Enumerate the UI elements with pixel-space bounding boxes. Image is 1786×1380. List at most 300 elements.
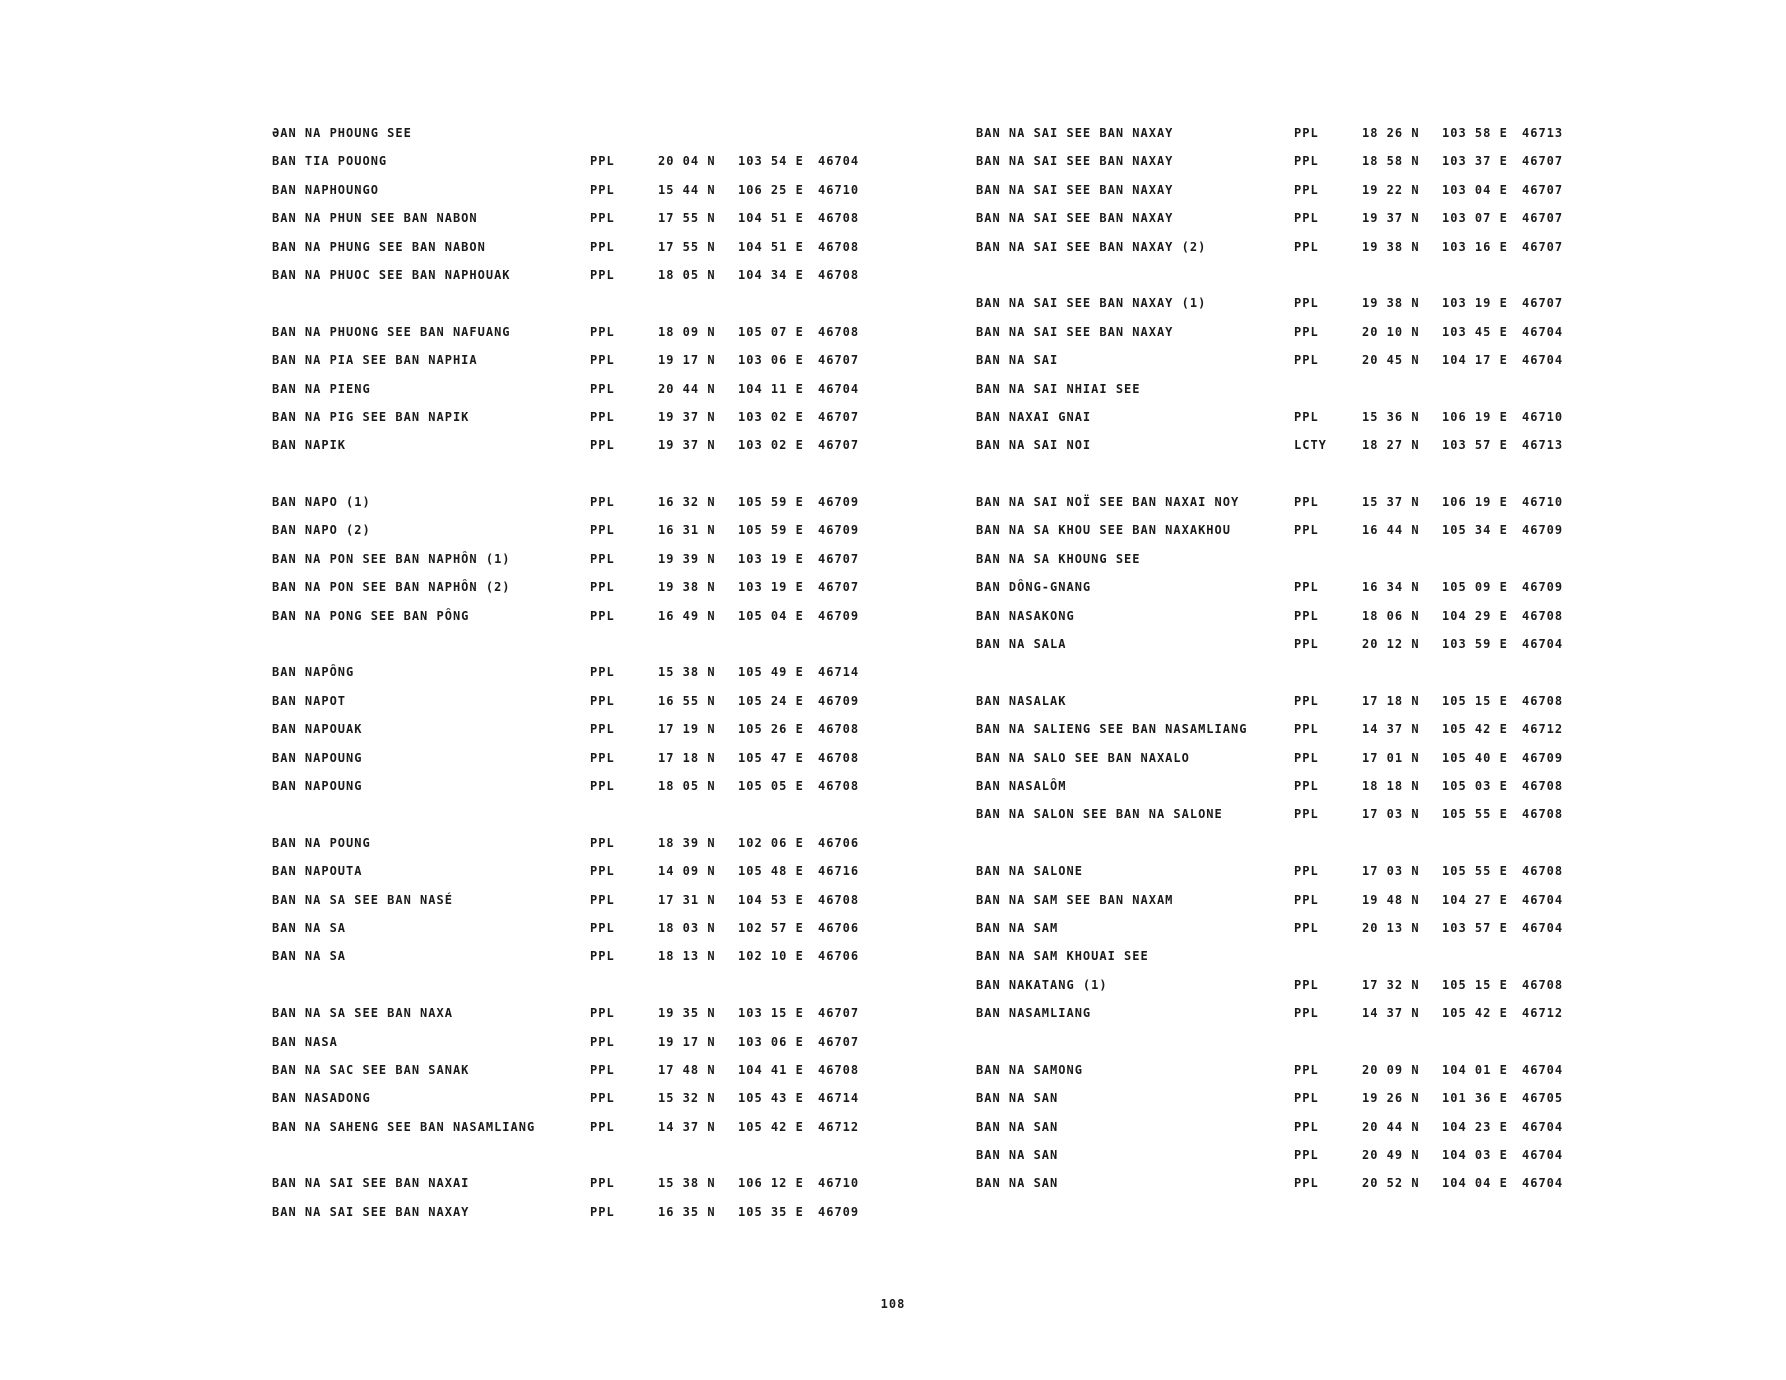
map-sheet: 46708	[1522, 977, 1564, 992]
map-sheet: 46708	[818, 892, 860, 907]
feature-class: PPL	[1294, 1091, 1319, 1106]
map-sheet: 46709	[1522, 523, 1564, 538]
longitude: 103 58 E	[1442, 126, 1508, 140]
map-sheet: 46708	[818, 778, 860, 793]
map-sheet: 46710	[818, 1176, 860, 1191]
feature-class: PPL	[1294, 1119, 1319, 1134]
gazetteer-entry	[976, 404, 1596, 432]
latitude: 17 18 N	[1362, 693, 1420, 708]
place-name: BAN NA SAHENG SEE BAN NASAMLIANG	[272, 1119, 536, 1134]
longitude: 103 19 E	[738, 580, 804, 595]
latitude: 20 12 N	[1362, 637, 1420, 652]
map-sheet: 46707	[818, 353, 860, 368]
gazetteer-entry	[272, 517, 892, 545]
feature-class: PPL	[1294, 637, 1319, 652]
gazetteer-entry	[272, 659, 892, 687]
feature-class: LCTY	[1294, 438, 1327, 453]
longitude: 102 10 E	[738, 949, 804, 964]
map-sheet: 46707	[818, 438, 860, 453]
feature-class: PPL	[590, 211, 615, 226]
longitude: 103 15 E	[738, 1006, 804, 1021]
place-name: BAN NASADONG	[272, 1091, 371, 1106]
gazetteer-entry	[976, 120, 1596, 148]
longitude: 103 06 E	[738, 353, 804, 368]
gazetteer-entry	[976, 177, 1596, 205]
map-sheet: 46710	[818, 182, 860, 197]
feature-class: PPL	[590, 523, 615, 538]
latitude: 19 48 N	[1362, 892, 1420, 907]
gazetteer-entry	[976, 659, 1596, 687]
map-sheet: 46704	[1522, 353, 1564, 368]
latitude: 20 09 N	[1362, 1062, 1420, 1077]
longitude: 105 55 E	[1442, 864, 1508, 879]
longitude: 102 06 E	[738, 835, 804, 850]
place-name: BAN NA PON SEE BAN NAPHÔN (2)	[272, 580, 511, 595]
gazetteer-entry	[272, 432, 892, 460]
place-name: BAN NA SAN	[976, 1176, 1059, 1191]
gazetteer-entry	[272, 1000, 892, 1028]
longitude: 106 12 E	[738, 1176, 804, 1191]
map-sheet: 46709	[818, 523, 860, 538]
feature-class: PPL	[590, 835, 615, 850]
gazetteer-entry	[976, 489, 1596, 517]
map-sheet: 46706	[818, 835, 860, 850]
latitude: 16 34 N	[1362, 580, 1420, 595]
feature-class: PPL	[1294, 211, 1319, 226]
feature-class: PPL	[1294, 353, 1319, 368]
gazetteer-entry	[272, 262, 892, 290]
feature-class: PPL	[1294, 807, 1319, 822]
place-name: BAN NA SA KHOU SEE BAN NAXAKHOU	[976, 523, 1231, 538]
latitude: 17 19 N	[658, 722, 716, 737]
feature-class: PPL	[590, 239, 615, 254]
longitude: 105 15 E	[1442, 977, 1508, 992]
longitude: 103 16 E	[1442, 239, 1508, 254]
map-sheet: 46708	[818, 1062, 860, 1077]
feature-class: PPL	[1294, 296, 1319, 311]
latitude: 19 38 N	[1362, 296, 1420, 311]
longitude: 104 27 E	[1442, 892, 1508, 907]
place-name: BAN NA SAI	[976, 353, 1059, 368]
latitude: 18 58 N	[1362, 154, 1420, 169]
longitude: 104 53 E	[738, 892, 804, 907]
gazetteer-entry	[272, 745, 892, 773]
place-name: BAN NAPOUTA	[272, 864, 363, 879]
place-name: BAN NA SAM KHOUAI SEE	[976, 949, 1149, 964]
longitude: 104 34 E	[738, 267, 804, 282]
latitude: 15 36 N	[1362, 409, 1420, 424]
feature-class: PPL	[1294, 722, 1319, 737]
place-name: BAN NA SAI NHIAI SEE	[976, 381, 1141, 396]
latitude: 18 05 N	[658, 778, 716, 793]
gazetteer-entry	[272, 1142, 892, 1170]
map-sheet: 46707	[818, 551, 860, 566]
map-sheet: 46707	[1522, 239, 1564, 254]
latitude: 14 37 N	[1362, 1006, 1420, 1021]
latitude: 18 18 N	[1362, 778, 1420, 793]
place-name: BAN NA SAN	[976, 1091, 1059, 1106]
longitude: 105 15 E	[1442, 693, 1508, 708]
longitude: 106 19 E	[1442, 495, 1508, 510]
feature-class: PPL	[590, 722, 615, 737]
gazetteer-entry	[272, 1085, 892, 1113]
map-sheet: 46708	[818, 750, 860, 765]
map-sheet: 46704	[1522, 324, 1564, 339]
gazetteer-entry	[272, 234, 892, 262]
feature-class: PPL	[590, 324, 615, 339]
gazetteer-entry	[272, 205, 892, 233]
map-sheet: 46708	[818, 267, 860, 282]
longitude: 105 03 E	[1442, 778, 1508, 793]
feature-class: PPL	[1294, 580, 1319, 595]
place-name: BAN NA PIG SEE BAN NAPIK	[272, 409, 470, 424]
gazetteer-entry	[272, 631, 892, 659]
place-name: BAN NA SAI SEE BAN NAXAY	[976, 154, 1174, 169]
longitude: 105 47 E	[738, 750, 804, 765]
map-sheet: 46708	[1522, 693, 1564, 708]
longitude: 106 19 E	[1442, 409, 1508, 424]
place-name: BAN NA SALON SEE BAN NA SALONE	[976, 807, 1223, 822]
place-name: BAN NA PIA SEE BAN NAPHIA	[272, 353, 478, 368]
latitude: 18 09 N	[658, 324, 716, 339]
gazetteer-entry	[976, 915, 1596, 943]
latitude: 19 39 N	[658, 551, 716, 566]
map-sheet: 46713	[1522, 438, 1564, 453]
feature-class: PPL	[1294, 324, 1319, 339]
place-name: BAN NA SALIENG SEE BAN NASAMLIANG	[976, 722, 1248, 737]
place-name: BAN NA SA	[272, 949, 347, 964]
gazetteer-entry	[976, 830, 1596, 858]
longitude: 104 29 E	[1442, 608, 1508, 623]
longitude: 103 04 E	[1442, 182, 1508, 197]
latitude: 17 01 N	[1362, 750, 1420, 765]
gazetteer-entry	[272, 574, 892, 602]
longitude: 105 04 E	[738, 608, 804, 623]
place-name: BAN NAPHOUNGO	[272, 182, 379, 197]
place-name: BAN NA SALONE	[976, 864, 1083, 879]
map-sheet: 46707	[1522, 296, 1564, 311]
feature-class: PPL	[590, 154, 615, 169]
latitude: 16 44 N	[1362, 523, 1420, 538]
feature-class: PPL	[590, 1006, 615, 1021]
place-name: BAN NASAMLIANG	[976, 1006, 1092, 1021]
longitude: 105 42 E	[1442, 1006, 1508, 1021]
longitude: 102 57 E	[738, 920, 804, 935]
feature-class: PPL	[1294, 977, 1319, 992]
latitude: 18 13 N	[658, 949, 716, 964]
latitude: 19 37 N	[658, 438, 716, 453]
place-name: BAN NASA	[272, 1034, 338, 1049]
latitude: 18 27 N	[1362, 438, 1420, 453]
gazetteer-entry	[976, 716, 1596, 744]
gazetteer-entry	[976, 319, 1596, 347]
map-sheet: 46707	[1522, 154, 1564, 169]
place-name: BAN NA PHUN SEE BAN NABON	[272, 211, 478, 226]
latitude: 16 31 N	[658, 523, 716, 538]
latitude: 17 03 N	[1362, 864, 1420, 879]
place-name: BAN NASAKONG	[976, 608, 1075, 623]
map-sheet: 46708	[1522, 807, 1564, 822]
gazetteer-entry	[976, 461, 1596, 489]
longitude: 105 42 E	[1442, 722, 1508, 737]
feature-class: PPL	[590, 580, 615, 595]
longitude: 103 54 E	[738, 154, 804, 169]
feature-class: PPL	[1294, 750, 1319, 765]
map-sheet: 46706	[818, 949, 860, 964]
longitude: 104 51 E	[738, 211, 804, 226]
latitude: 20 44 N	[658, 381, 716, 396]
longitude: 104 04 E	[1442, 1176, 1508, 1191]
feature-class: PPL	[1294, 523, 1319, 538]
feature-class: PPL	[1294, 182, 1319, 197]
latitude: 19 35 N	[658, 1006, 716, 1021]
map-sheet: 46714	[818, 665, 860, 680]
gazetteer-entry	[976, 1085, 1596, 1113]
gazetteer-entry	[272, 1029, 892, 1057]
gazetteer-entry	[976, 801, 1596, 829]
map-sheet: 46712	[1522, 1006, 1564, 1021]
map-sheet: 46704	[1522, 1176, 1564, 1191]
map-sheet: 46709	[818, 1204, 860, 1219]
place-name: BAN NA PONG SEE BAN PÔNG	[272, 608, 470, 623]
feature-class: PPL	[1294, 409, 1319, 424]
map-sheet: 46707	[1522, 182, 1564, 197]
feature-class: PPL	[590, 1091, 615, 1106]
gazetteer-entry	[976, 1170, 1596, 1198]
longitude: 104 03 E	[1442, 1148, 1508, 1163]
latitude: 20 44 N	[1362, 1119, 1420, 1134]
longitude: 103 07 E	[1442, 211, 1508, 226]
gazetteer-entry	[272, 290, 892, 318]
place-name: BAN NA SAI SEE BAN NAXAY	[272, 1204, 470, 1219]
longitude: 105 24 E	[738, 693, 804, 708]
place-name: BAN NA SAN	[976, 1119, 1059, 1134]
latitude: 19 17 N	[658, 353, 716, 368]
gazetteer-entry	[976, 1114, 1596, 1142]
map-sheet: 46708	[1522, 608, 1564, 623]
place-name: BAN NA SA	[272, 920, 347, 935]
place-name: BAN NA SAN	[976, 1148, 1059, 1163]
latitude: 14 09 N	[658, 864, 716, 879]
feature-class: PPL	[590, 353, 615, 368]
map-sheet: 46712	[1522, 722, 1564, 737]
longitude: 104 01 E	[1442, 1062, 1508, 1077]
latitude: 20 52 N	[1362, 1176, 1420, 1191]
gazetteer-entry	[976, 603, 1596, 631]
latitude: 18 39 N	[658, 835, 716, 850]
latitude: 18 06 N	[1362, 608, 1420, 623]
feature-class: PPL	[590, 267, 615, 282]
place-name: BAN NASALAK	[976, 693, 1067, 708]
place-name: BAN NA SAI NOÏ SEE BAN NAXAI NOY	[976, 495, 1240, 510]
gazetteer-entry	[976, 943, 1596, 971]
gazetteer-entry	[976, 148, 1596, 176]
map-sheet: 46708	[818, 722, 860, 737]
gazetteer-entry	[976, 773, 1596, 801]
place-name: BAN NA PHUONG SEE BAN NAFUANG	[272, 324, 511, 339]
place-name: BAN NAPOT	[272, 693, 347, 708]
place-name: BAN NA SAI SEE BAN NAXAY	[976, 211, 1174, 226]
gazetteer-entry	[976, 631, 1596, 659]
place-name: BAN NA SA SEE BAN NASÉ	[272, 892, 453, 907]
place-name: BAN DÔNG-GNANG	[976, 580, 1092, 595]
map-sheet: 46704	[1522, 920, 1564, 935]
place-name: BAN NA SAC SEE BAN SANAK	[272, 1062, 470, 1077]
feature-class: PPL	[590, 438, 615, 453]
place-name: BAN NA PIENG	[272, 381, 371, 396]
longitude: 105 35 E	[738, 1204, 804, 1219]
map-sheet: 46709	[1522, 750, 1564, 765]
longitude: 105 05 E	[738, 778, 804, 793]
gazetteer-entry	[976, 262, 1596, 290]
longitude: 103 02 E	[738, 409, 804, 424]
gazetteer-entry	[272, 688, 892, 716]
map-sheet: 46704	[1522, 892, 1564, 907]
gazetteer-entry	[976, 234, 1596, 262]
longitude: 103 19 E	[738, 551, 804, 566]
feature-class: PPL	[1294, 495, 1319, 510]
gazetteer-entry	[272, 887, 892, 915]
place-name: BAN NA PHUOC SEE BAN NAPHOUAK	[272, 267, 511, 282]
latitude: 19 26 N	[1362, 1091, 1420, 1106]
feature-class: PPL	[590, 381, 615, 396]
place-name: BAN NAKATANG (1)	[976, 977, 1108, 992]
latitude: 19 22 N	[1362, 182, 1420, 197]
longitude: 104 41 E	[738, 1062, 804, 1077]
latitude: 17 03 N	[1362, 807, 1420, 822]
gazetteer-entry	[272, 177, 892, 205]
longitude: 105 09 E	[1442, 580, 1508, 595]
latitude: 17 31 N	[658, 892, 716, 907]
gazetteer-entry	[272, 830, 892, 858]
feature-class: PPL	[1294, 1062, 1319, 1077]
place-name: BAN NA SAI SEE BAN NAXAI	[272, 1176, 470, 1191]
gazetteer-entry	[272, 1199, 892, 1227]
gazetteer-entry	[976, 887, 1596, 915]
latitude: 20 49 N	[1362, 1148, 1420, 1163]
gazetteer-entry	[976, 432, 1596, 460]
longitude: 105 59 E	[738, 495, 804, 510]
latitude: 19 38 N	[1362, 239, 1420, 254]
longitude: 103 59 E	[1442, 637, 1508, 652]
map-sheet: 46708	[818, 324, 860, 339]
longitude: 103 06 E	[738, 1034, 804, 1049]
latitude: 16 35 N	[658, 1204, 716, 1219]
map-sheet: 46704	[818, 154, 860, 169]
place-name: BAN NA SAI SEE BAN NAXAY (1)	[976, 296, 1207, 311]
longitude: 103 19 E	[1442, 296, 1508, 311]
feature-class: PPL	[590, 892, 615, 907]
longitude: 103 02 E	[738, 438, 804, 453]
place-name: BAN NA SAMONG	[976, 1062, 1083, 1077]
place-name: BAN NA SAI SEE BAN NAXAY	[976, 324, 1174, 339]
gazetteer-entry	[976, 290, 1596, 318]
feature-class: PPL	[1294, 864, 1319, 879]
gazetteer-entry	[976, 972, 1596, 1000]
latitude: 18 03 N	[658, 920, 716, 935]
map-sheet: 46708	[1522, 778, 1564, 793]
place-name: BAN NA SA SEE BAN NAXA	[272, 1006, 453, 1021]
longitude: 105 07 E	[738, 324, 804, 339]
map-sheet: 46704	[1522, 1119, 1564, 1134]
feature-class: PPL	[1294, 1176, 1319, 1191]
gazetteer-entry	[272, 603, 892, 631]
feature-class: PPL	[590, 551, 615, 566]
latitude: 15 44 N	[658, 182, 716, 197]
place-name: BAN NASALÔM	[976, 778, 1067, 793]
gazetteer-entry	[976, 1000, 1596, 1028]
map-sheet: 46707	[1522, 211, 1564, 226]
latitude: 20 04 N	[658, 154, 716, 169]
place-name: BAN NA SAI SEE BAN NAXAY	[976, 182, 1174, 197]
place-name: BAN NA SAI NOI	[976, 438, 1092, 453]
place-name: ƏAN NA PHOUNG SEE	[272, 126, 412, 140]
latitude: 17 55 N	[658, 239, 716, 254]
map-sheet: 46705	[1522, 1091, 1564, 1106]
latitude: 15 32 N	[658, 1091, 716, 1106]
feature-class: PPL	[590, 1119, 615, 1134]
gazetteer-entry	[976, 376, 1596, 404]
map-sheet: 46713	[1522, 126, 1564, 140]
longitude: 105 26 E	[738, 722, 804, 737]
map-sheet: 46704	[1522, 1148, 1564, 1163]
feature-class: PPL	[590, 608, 615, 623]
feature-class: PPL	[590, 665, 615, 680]
gazetteer-entry	[976, 688, 1596, 716]
map-sheet: 46709	[818, 495, 860, 510]
latitude: 16 55 N	[658, 693, 716, 708]
gazetteer-entry	[272, 319, 892, 347]
feature-class: PPL	[1294, 126, 1319, 140]
longitude: 103 57 E	[1442, 438, 1508, 453]
feature-class: PPL	[1294, 608, 1319, 623]
latitude: 20 45 N	[1362, 353, 1420, 368]
map-sheet: 46709	[818, 693, 860, 708]
gazetteer-entry	[976, 517, 1596, 545]
longitude: 104 51 E	[738, 239, 804, 254]
place-name: BAN NA SALO SEE BAN NAXALO	[976, 750, 1190, 765]
map-sheet: 46708	[818, 239, 860, 254]
map-sheet: 46707	[818, 580, 860, 595]
gazetteer-entry	[272, 972, 892, 1000]
gazetteer-entry	[272, 943, 892, 971]
gazetteer-entry	[272, 347, 892, 375]
latitude: 19 37 N	[1362, 211, 1420, 226]
latitude: 15 37 N	[1362, 495, 1420, 510]
longitude: 104 23 E	[1442, 1119, 1508, 1134]
longitude: 105 43 E	[738, 1091, 804, 1106]
feature-class: PPL	[590, 778, 615, 793]
longitude: 105 49 E	[738, 665, 804, 680]
feature-class: PPL	[1294, 1148, 1319, 1163]
map-sheet: 46714	[818, 1091, 860, 1106]
gazetteer-entry	[272, 858, 892, 886]
place-name: BAN NAPO (1)	[272, 495, 371, 510]
latitude: 16 32 N	[658, 495, 716, 510]
feature-class: PPL	[590, 949, 615, 964]
longitude: 103 57 E	[1442, 920, 1508, 935]
latitude: 17 55 N	[658, 211, 716, 226]
longitude: 105 42 E	[738, 1119, 804, 1134]
latitude: 14 37 N	[1362, 722, 1420, 737]
place-name: BAN NA SAM SEE BAN NAXAM	[976, 892, 1174, 907]
right-column	[976, 120, 1596, 1199]
longitude: 103 37 E	[1442, 154, 1508, 169]
place-name: BAN NA SA KHOUNG SEE	[976, 551, 1141, 566]
feature-class: PPL	[1294, 920, 1319, 935]
longitude: 105 59 E	[738, 523, 804, 538]
gazetteer-entry	[272, 404, 892, 432]
